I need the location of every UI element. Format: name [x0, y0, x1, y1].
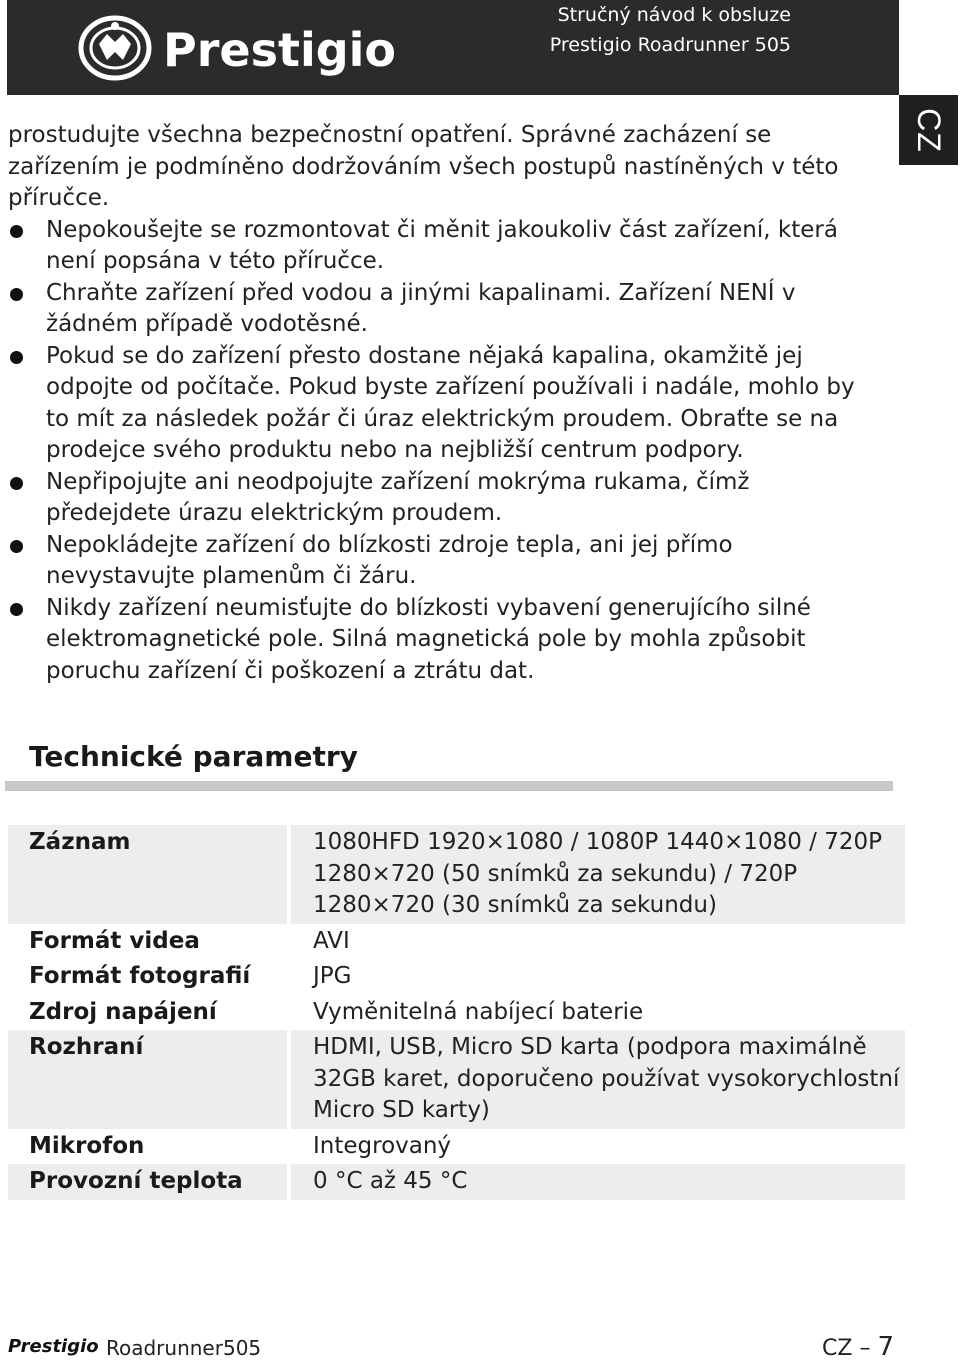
- page-number-prefix: CZ –: [822, 1336, 871, 1361]
- spec-label: Formát fotografií: [29, 963, 251, 989]
- bullet-item: [8, 593, 868, 688]
- spec-row: [8, 1129, 905, 1165]
- spec-row: [8, 959, 905, 995]
- section-divider: [5, 781, 893, 791]
- spec-row: [8, 825, 905, 924]
- spec-row: [8, 1164, 905, 1200]
- language-tab: [899, 95, 958, 165]
- bullet-text: Nepřipojujte ani neodpojujte zařízení mokrýma rukama, čímž předejdete úrazu elektrickým proudem.: [46, 468, 750, 526]
- page-number: [822, 1332, 894, 1362]
- logo-wordmark: Prestigio: [163, 23, 397, 77]
- page-number-value: 7: [877, 1332, 894, 1362]
- page-header: [7, 0, 899, 95]
- bullet-text: Pokud se do zařízení přesto dostane nějaká kapalina, okamžitě jej odpojte od počítače. Pokud byste zařízení používali i nadále, mohlo by to mít za následek požár či úraz elektrickým proudem. Obraťte se na prodejce svého produktu nebo na nejbližší centrum podpory.: [46, 342, 855, 463]
- spec-value: JPG: [313, 963, 352, 989]
- bullet-item: [8, 530, 868, 593]
- specs-table: [8, 825, 905, 1200]
- prestigio-logo: [77, 8, 407, 88]
- spec-label: Rozhraní: [8, 1030, 287, 1129]
- spec-value: AVI: [313, 927, 350, 954]
- bullet-dot-icon: [10, 351, 23, 364]
- section-title: Technické parametry: [29, 740, 358, 773]
- spec-value: Integrovaný: [313, 1132, 452, 1159]
- footer-logo: [8, 1332, 100, 1358]
- spec-value: HDMI, USB, Micro SD karta (podpora maximálně 32GB karet, doporučeno používat vysokorychlostní Micro SD karty): [291, 1030, 905, 1129]
- spec-row: [8, 995, 905, 1031]
- spec-label: Zdroj napájení: [29, 998, 217, 1025]
- spec-label: Provozní teplota: [8, 1164, 287, 1200]
- spec-row: [8, 924, 905, 960]
- bullet-text: Chraňte zařízení před vodou a jinými kapalinami. Zařízení NENÍ v žádném případě vodotěsné.: [46, 279, 796, 337]
- bullet-dot-icon: [10, 288, 23, 301]
- spec-label: Záznam: [8, 825, 287, 924]
- spec-row: [8, 1030, 905, 1129]
- bullet-dot-icon: [10, 603, 23, 616]
- bullet-item: [8, 215, 868, 278]
- bullet-dot-icon: [10, 225, 23, 238]
- safety-section: [8, 120, 868, 687]
- bullet-text: Nepokládejte zařízení do blízkosti zdroje tepla, ani jej přímo nevystavujte plamenům či žáru.: [46, 531, 733, 589]
- spec-label: Mikrofon: [29, 1132, 145, 1159]
- spec-value: 1080HFD 1920×1080 / 1080P 1440×1080 / 720P 1280×720 (50 snímků za sekundu) / 720P 1280×720 (30 snímků za sekundu): [291, 825, 905, 924]
- bullet-text: Nikdy zařízení neumisťujte do blízkosti vybavení generujícího silné elektromagnetické pole. Silná magnetická pole by mohla způsobit poruchu zařízení či poškození a ztrátu dat.: [46, 594, 811, 684]
- spec-value: 0 °C až 45 °C: [291, 1164, 905, 1200]
- footer-model-name: Roadrunner505: [106, 1336, 262, 1360]
- bullet-item: [8, 341, 868, 467]
- bullet-text: Nepokoušejte se rozmontovat či měnit jakoukoliv část zařízení, která není popsána v této příručce.: [46, 216, 838, 274]
- bullet-item: [8, 467, 868, 530]
- spec-label: Formát videa: [29, 927, 200, 954]
- bullet-dot-icon: [10, 540, 23, 553]
- bullet-item: [8, 278, 868, 341]
- safety-bullet-list: [8, 215, 868, 688]
- header-guide-title: Stručný návod k obsluze: [557, 4, 791, 26]
- bullet-dot-icon: [10, 477, 23, 490]
- intro-paragraph: prostudujte všechna bezpečnostní opatření. Správné zacházení se zařízením je podmíněno dodržováním všech postupů nastíněných v této příručce.: [8, 122, 839, 211]
- header-product-name: Prestigio Roadrunner 505: [549, 34, 791, 56]
- spec-value: Vyměnitelná nabíjecí baterie: [313, 998, 644, 1025]
- language-tab-label: CZ: [911, 107, 947, 153]
- footer-logo-wordmark: Prestigio: [8, 1336, 99, 1357]
